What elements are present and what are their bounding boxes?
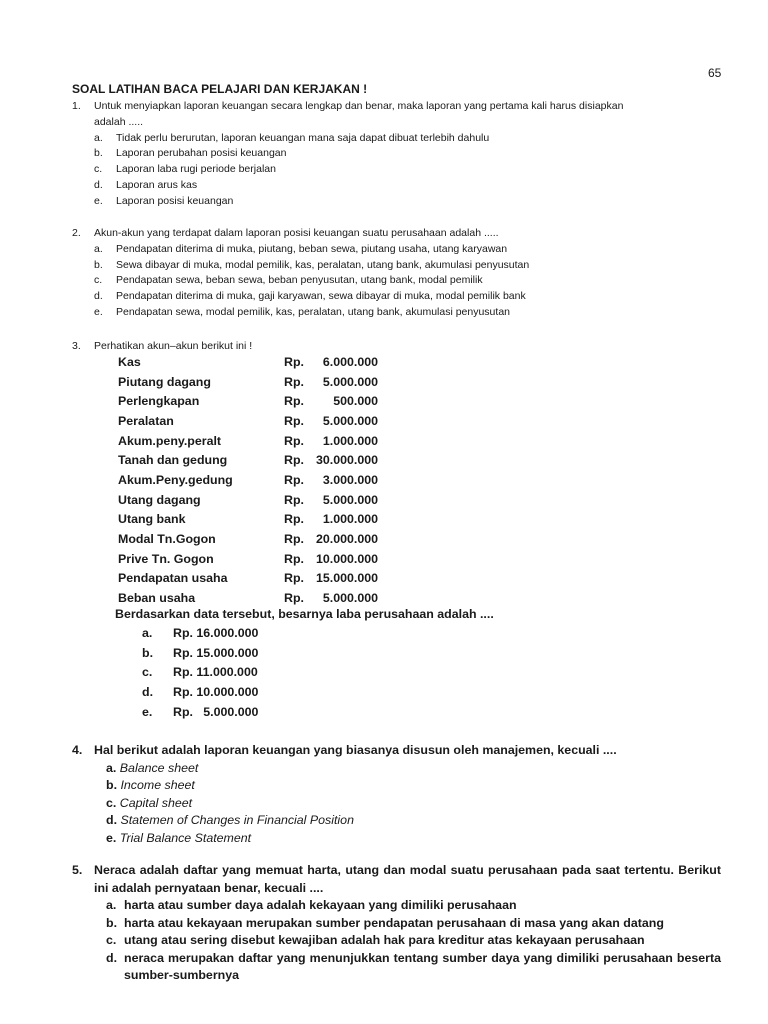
option-a: a. Rp. 16.000.000 [142,626,259,640]
table-row: Beban usaha Rp. 5.000.000 [118,591,378,606]
question-text: Untuk menyiapkan laporan keuangan secara lengkap dan benar, maka laporan yang pertama kali harus disiapkan [94,100,624,112]
question-4 [72,742,617,847]
question-text-continued: adalah ..... [94,115,144,128]
question-text: Neraca adalah daftar yang memuat harta, utang dan modal suatu perusahaan pada saat tertentu. Berikut ini adalah pernyataan benar, kecuali .... [94,863,721,895]
question-number: 1. [72,100,81,112]
option-d: d. Laporan arus kas [94,178,198,191]
option-e: e. Rp. 5.000.000 [142,704,259,719]
question-3-options [142,624,258,722]
question-number: 4. [72,743,83,757]
option-d: d. neraca merupakan daftar yang menunjukkan tentang sumber daya yang dimiliki perusahaan beserta sumber-sumbernya [106,950,721,982]
option-d: d. Pendapatan diterima di muka, gaji karyawan, sewa dibayar di muka, modal pemilik bank [94,290,526,303]
option-e: e. Laporan posisi keuangan [94,194,234,207]
table-row: Pendapatan usaha Rp. 15.000.000 [118,571,378,586]
option-a: a. Pendapatan diterima di muka, piutang, beban sewa, piutang usaha, utang karyawan [94,242,508,255]
table-row: Utang bank Rp. 1.000.000 [118,512,378,527]
table-row: Utang dagang Rp. 5.000.000 [118,492,378,507]
question-1 [72,99,623,210]
option-e: e. Pendapatan sewa, modal pemilik, kas, peralatan, utang bank, akumulasi penyusutan [94,305,510,318]
question-3-text: Berdasarkan data tersebut, besarnya laba perusahaan adalah .... [115,607,494,621]
option-a: a. harta atau sumber daya adalah kekayaan yang dimiliki perusahaan [106,898,517,912]
option-d: d. Statemen of Changes in Financial Position [106,813,354,827]
table-row: Piutang dagang Rp. 5.000.000 [118,374,378,389]
option-a: a. Balance sheet [106,760,199,775]
question-5 [72,862,721,985]
page-title: SOAL LATIHAN BACA PELAJARI DAN KERJAKAN ! [72,82,368,96]
table-row: Perlengkapan Rp. 500.000 [118,394,378,409]
option-c: c. Capital sheet [106,795,193,810]
option-b: b. Rp. 15.000.000 [142,645,259,660]
table-row: Kas Rp. 6.000.000 [118,354,378,369]
table-row: Modal Tn.Gogon Rp. 20.000.000 [118,532,378,547]
option-b: b. Income sheet [106,778,195,792]
account-table [118,352,378,608]
question-text: Hal berikut adalah laporan keuangan yang biasanya disusun oleh manajemen, kecuali .... [94,743,617,757]
table-row: Peralatan Rp. 5.000.000 [118,413,378,428]
page-number: 65 [708,66,722,80]
table-row: Prive Tn. Gogon Rp. 10.000.000 [118,551,378,566]
question-text: Perhatikan akun–akun berikut ini ! [94,340,253,352]
option-d: d. Rp. 10.000.000 [142,685,259,700]
option-b: b. Laporan perubahan posisi keuangan [94,147,287,160]
option-e: e. Trial Balance Statement [106,830,252,845]
question-2 [72,226,529,321]
table-row: Akum.Peny.gedung Rp. 3.000.000 [118,472,378,487]
table-row: Tanah dan gedung Rp. 30.000.000 [118,453,378,468]
question-number: 2. [72,227,81,239]
option-c: c. Rp. 11.000.000 [142,665,258,680]
question-text: Akun-akun yang terdapat dalam laporan posisi keuangan suatu perusahaan adalah ..... [94,227,499,239]
option-c: c. Pendapatan sewa, beban sewa, beban penyusutan, utang bank, modal pemilik [94,274,483,287]
option-a: a. Tidak perlu berurutan, laporan keuangan mana saja dapat dibuat terlebih dahulu [94,131,490,144]
question-number: 3. [72,340,81,352]
question-number: 5. [72,863,83,877]
option-c: c. utang atau sering disebut kewajiban adalah hak para kreditur atas kekayaan perusahaan [106,933,645,947]
table-row: Akum.peny.peralt Rp. 1.000.000 [118,433,378,448]
option-b: b. harta atau kekayaan merupakan sumber pendapatan perusahaan di masa yang akan datang [106,915,664,930]
option-b: b. Sewa dibayar di muka, modal pemilik, kas, peralatan, utang bank, akumulasi penyusutan [94,258,530,271]
option-c: c. Laporan laba rugi periode berjalan [94,163,276,176]
